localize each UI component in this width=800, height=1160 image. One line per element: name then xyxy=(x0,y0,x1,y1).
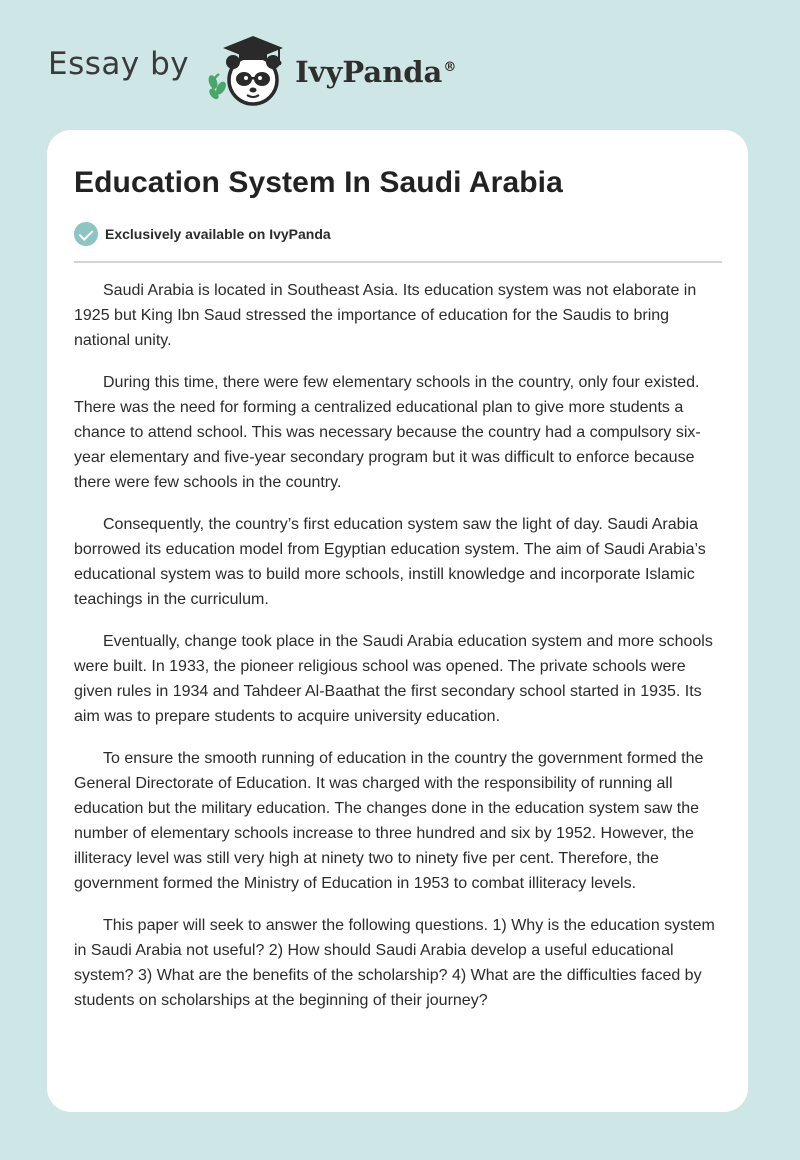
registered-mark: ® xyxy=(443,60,457,76)
paragraph: This paper will seek to answer the following questions. 1) Why is the education system in Saudi Arabia not useful? 2) How should Saudi Arabia develop a useful educational system? 3) What are the benefits of the scholarship? 4) What are the difficulties faced by students on scholarships at the beginning of their journey? xyxy=(74,917,715,1009)
page-title: Education System In Saudi Arabia xyxy=(74,166,563,199)
paragraph: During this time, there were few elementary schools in the country, only four existed. There was the need for forming a centralized educational plan to give more students a chance to attend school. This was necessary because the country had a compulsory six-year elementary and five-year secondary program but it was difficult to enforce because there were few schools in the country. xyxy=(74,374,701,491)
brand-name xyxy=(295,55,456,89)
paragraph: Consequently, the country’s first education system saw the light of day. Saudi Arabia borrowed its education model from Egyptian education system. The aim of Saudi Arabia’s educational system was to build more schools, instill knowledge and incorporate Islamic teachings in the curriculum. xyxy=(74,516,706,608)
exclusive-badge-label: Exclusively available on IvyPanda xyxy=(105,226,331,242)
exclusive-badge xyxy=(74,222,331,246)
paragraph: Eventually, change took place in the Saudi Arabia education system and more schools were built. In 1933, the pioneer religious school was opened. The private schools were given rules in 1934 and Tahdeer Al-Baathat the first secondary school started in 1935. Its aim was to prepare students to acquire university education. xyxy=(74,633,713,725)
paragraph: To ensure the smooth running of education in the country the government formed the General Directorate of Education. It was charged with the responsibility of running all education but the military education. The changes done in the education system saw the number of elementary schools increase to three hundred and six by 1952. However, the illiteracy level was still very high at ninety two to ninety five per cent. Therefore, the government formed the Ministry of Education in 1953 to combat illiteracy levels. xyxy=(74,750,704,892)
essay-card xyxy=(47,130,748,1112)
check-circle-icon xyxy=(74,222,98,246)
divider xyxy=(74,261,722,263)
essay-body xyxy=(74,278,728,1030)
brand-name-text: IvyPanda xyxy=(295,55,443,89)
panda-graduate-logo-icon[interactable] xyxy=(201,32,293,108)
essay-by-label: Essay by xyxy=(48,46,190,82)
paragraph: Saudi Arabia is located in Southeast Asia. Its education system was not elaborate in 1925 but King Ibn Saud stressed the importance of education for the Saudis to bring national unity. xyxy=(74,282,697,349)
site-header xyxy=(48,32,456,108)
